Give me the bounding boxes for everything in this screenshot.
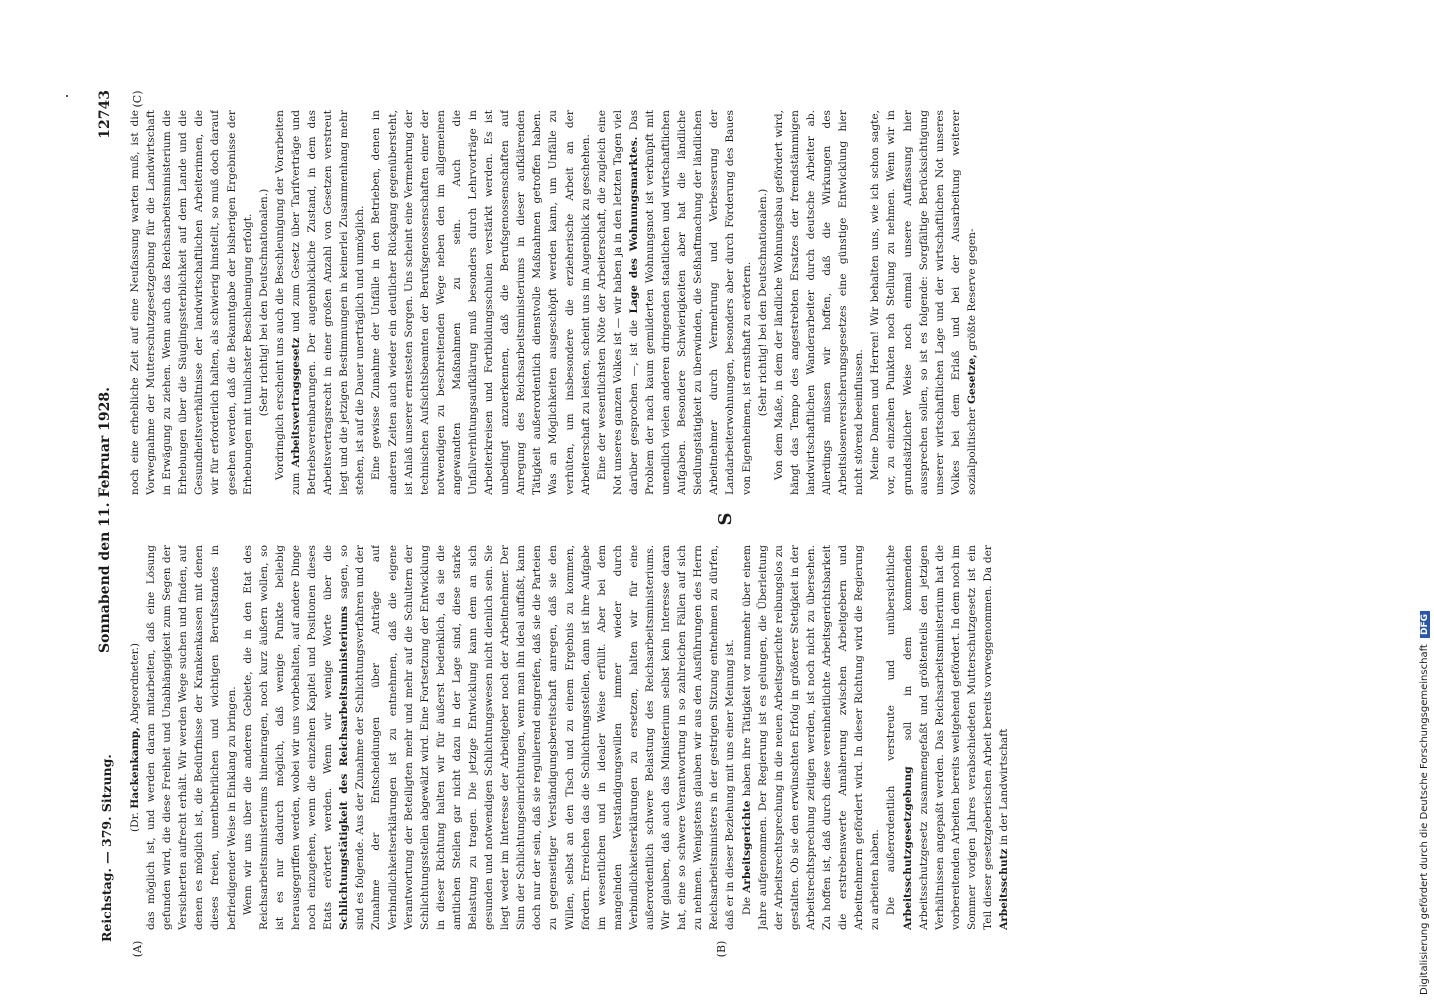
- digitization-credit: [1419, 5, 1434, 995]
- paragraph: [867, 110, 980, 495]
- text-run: und zum Gesetz über Tarifverträge und Betriebsvereinbarungen. Der augenblickliche Zustand, in dem das Arbeitsvertragsrecht in einer großen Anzahl von Gesetzen verstreut liegt und die jetzigen Bestimmungen in keinerlei Zusammenhang mehr stehen, ist auf die Dauer unerträglich und unmöglich.: [289, 110, 367, 495]
- paragraph: [883, 545, 1012, 930]
- margin-marker-b: (B): [715, 940, 728, 958]
- text-run: Wenn wir uns über die anderen Gebiete, die in den Etat des Reichsarbeitsministeriums hineinragen, noch kurz äußern wollen, so ist es nur dadurch möglich, daß wenige Punkte beliebig herausgegriffen werden, wobei wir uns vorbehalten, auf andere Dinge noch einzugehen, wenn die einzelnen Kapitel und Positionen dieses Etats erörtert werden. Wenn wir wenige Worte über die: [241, 545, 335, 930]
- margin-marker-c: (C): [131, 90, 144, 108]
- interjection: (Sehr richtig! bei den Deutschnationalen.): [756, 188, 769, 417]
- text-run: sagen, so sind es folgende. Aus der Zunahme der Schlichtungsverfahren und der Zunahme der Entscheidungen über Anträge auf Verbindlichkeitserklärungen ist zu entnehmen, daß die eigene Verantwortung der Beteiligten mehr und mehr auf die Schultern der Schlichtungsstellen abgewälzt wird. Eine Fortsetzung der Entwicklung in dieser Richtung halten wir für äußerst bedenklich, da sie die amtlichen Stellen gar nicht dazu in der Lage sind, diese starke Belastung zu tragen. Die jetzige Entwicklung kann dem an sich gesunden und notwendigen Schlichtungswesen nicht dienlich sein. Sie liegt weder im Interesse der Arbeitgeber noch der Arbeitnehmer. Der Sinn der Schlichtungseinrichtungen, wenn man ihn ideal auffaßt, kann doch nur der sein, daß sie regulierend eingreifen, daß sie die Parteien zu gegenseitiger Verständigungsbereitschaft anregen, daß sie den Willen, selbst an den Tisch und zu einem Ergebnis zu kommen, fördern. Erreichen das die Schlichtungsstellen, dann ist ihre Aufgabe im wesentlichen und in idealer Weise erfüllt. Aber bei dem mangelnden Verständigungswillen immer wieder durch Verbindlichkeitserklärungen zu ersetzen, halten wir für eine außerordentlich schwere Belastung des Reichsarbeitsministeriums. Wir glauben, daß auch das Ministerium selbst kein Interesse daran hat, eine so schwere Verantwortung in so zahlreichen Fällen auf sich zu nehmen. Wenigstens glauben wir aus den Ausführungen des Herrn Reichsarbeitsministers in der gestrigen Sitzung entnehmen zu dürfen, daß er in dieser Beziehung mit uns einer Meinung ist.: [338, 545, 737, 930]
- paragraph: Eine gewisse Zunahme der Unfälle in den Betrieben, denen in anderen Zeiten auch wieder ein deutlicher Rückgang gegenübersteht, ist Anlaß unserer ernstesten Sorgen. Uns scheint eine Vermehrung der technischen Aufsichtsbeamten der Berufsgenossenschaften einer der notwendigen zu beschreitenden Wege neben den im allgemeinen angewandten Maßnahmen zu sein. Auch die Unfallverhütungsaufklärung muß besonders durch Lehrvorträge in Arbeiterkreisen und Fortbildungsschulen verstärkt werden. Es ist unbedingt anzuerkennen, daß die Berufsgenossenschaften auf Anregung des Reichsarbeitsministeriums in dieser aufklärenden Tätigkeit außerordentlich dienstvolle Maßnahmen getroffen haben. Was an Möglichkeiten ausgeschöpft werden kann, um Unfälle zu verhüten, um insbesondere die erzieherische Arbeit an der Arbeiterschaft zu leisten, scheint uns im Augenblick zu geschehen.: [370, 110, 592, 495]
- margin-marker-a: (A): [131, 940, 144, 958]
- text-run: Vordringlich erscheint uns auch die Beschleunigung der Vorarbeiten zum: [273, 110, 302, 495]
- text-run: haben ihre Tätigkeit vor nunmehr über einem Jahre aufgenommen. Der Regierung ist es gelungen, die Überleitung der Arbeitsrechtsprechung in die neuen Arbeitsgerichte reibungslos zu gestalten. Ob sie den erwünschten Erfolg in größerer Stetigkeit in der Arbeitsrechtsprechung zeitigen werden, ist noch nicht zu übersehen. Zu hoffen ist, daß durch diese vereinheitlichte Arbeitsgerichtsbarkeit die erstrebenswerte Annäherung zwischen Arbeitgebern und Arbeitnehmern gefördert wird. In dieser Richtung wird die Regierung zu arbeiten haben.: [740, 545, 882, 930]
- speaker-role: Abgeordneter.): [129, 643, 141, 724]
- paragraph: [240, 545, 739, 930]
- margin-marker-s: S: [715, 512, 736, 526]
- page-number: 12743: [97, 90, 113, 139]
- speaker-line: [127, 545, 143, 930]
- speaker-open: (Dr.: [129, 812, 141, 833]
- bold-term: Arbeitsvertragsgesetz: [289, 337, 302, 468]
- rotated-document-page: [95, 90, 1310, 958]
- text-run: soll in dem kommenden Arbeitsschutzgesetz zusammengefaßt und größtenteils den jetzigen Verhältnissen angepaßt werden. Das Reichsarbeitsministerium hat die vorbereitenden Arbeiten bereits weitgehend gefördert. In dem noch im Sommer vorigen Jahres verabschiedeten Mutterschutzgesetz ist ein Teil dieser gesetzgeberischen Arbeit bereits vorweggenommen. Da der: [901, 545, 994, 930]
- text-run: Eine der wesentlichsten Nöte der Arbeiterschaft, die zugleich eine Not unseres ganzen Volkes ist — wir haben ja in den letzten Tagen viel darüber gesprochen —, ist die: [595, 110, 640, 495]
- speaker-name: Hackenkamp,: [129, 727, 141, 809]
- interjection: (Sehr richtig! bei den Deutschnationalen.): [257, 188, 270, 417]
- header-date: Sonnabend den 11. Februar 1928.: [97, 387, 113, 653]
- bold-term: Gesetze,: [965, 354, 978, 405]
- text-run: größte Reserve gegen-: [965, 228, 978, 351]
- text-run: Das Problem der nach kaum gemilderten Wohnungsnot ist verknüpft mit unendlich vielen anderen dringenden staatlichen und wirtschaftlichen Aufgaben. Besondere Schwierigkeiten aber hat die ländliche Siedlungstätigkeit zu überwinden, die Seßhaftmachung der ländlichen Arbeitnehmer durch Vermehrung und Verbesserung der Landarbeiterwohnungen, besonders aber durch Förderung des Baues von Eigenheimen, ist ernsthaft zu erörtern.: [627, 110, 753, 495]
- bold-term: Lage des Wohnungsmarktes.: [627, 136, 640, 314]
- scan-speck: [66, 95, 68, 97]
- right-column: [127, 110, 1307, 495]
- text-run: Die außerordentlich verstreute und unübersichtliche: [885, 545, 898, 916]
- paragraph: [739, 545, 884, 930]
- paragraph: noch eine erhebliche Zeit auf eine Neufassung warten muß, ist die Vorwegnahme der Mutterschutzgesetzgebung für die Landwirtschaft in Erwägung zu ziehen. Wenn auch das Reichsarbeitsministerium die Erhebungen über die Säuglingssterblichkeit auf dem Lande und die Gesundheitsverhältnisse der landwirtschaftlichen Arbeiterinnen, die wir für erforderlich halten, als schwierig hinstellt, so muß doch darauf gesehen werden, daß die Bekanntgabe der bisherigen Ergebnisse der Erhebungen mit tunlichster Beschleunigung erfolgt.: [129, 110, 254, 495]
- paragraph: [272, 110, 369, 495]
- bold-term: Schlichtungstätigkeit des Reichsarbeitsministeriums: [338, 606, 351, 930]
- dfg-logo: DFG: [1420, 611, 1430, 638]
- bold-term: Arbeitsschutz: [998, 848, 1011, 930]
- page-header: [95, 90, 123, 950]
- paragraph: Von dem Maße, in dem der ländliche Wohnungsbau gefördert wird, hängt das Tempo des angestrebten Ersatzes der fremdstämmigen landwirtschaftlichen Wanderarbeiter durch deutsche Arbeiter ab. Allerdings müssen wir hoffen, daß die Wirkungen des Arbeitslosenversicherungsgesetzes eine günstige Entwicklung hier nicht störend beeinflussen.: [772, 110, 866, 495]
- bold-term: Arbeitsgerichte: [740, 800, 753, 893]
- header-left: Reichstag. — 379. Sitzung.: [99, 754, 114, 942]
- text-run: Die: [740, 897, 753, 916]
- paragraph: das möglich ist, und werden daran mitarbeiten, daß eine Lösung gefunden wird, die diese Freiheit und Unabhängigkeit zum Segen der Versicherten aufrecht erhält. Wir werden Wege suchen und finden, auf denen es möglich ist, die Bedürfnisse der Krankenkassen mit denen dieses freien, unentbehrlichen und wichtigen Berufsstandes in befriedigender Weise in Einklang zu bringen.: [145, 545, 238, 930]
- bold-term: Arbeitsschutzgesetzgebung: [901, 766, 914, 930]
- left-column: [127, 545, 1307, 930]
- text-run: Meine Damen und Herren! Wir behalten uns, wie ich schon sagte, vor, zu einzelnen Punkten noch Stellung zu nehmen. Wenn wir in grundsätzlicher Weise noch einmal unsere Auffassung hier aussprechen sollen, so ist es folgende: Sorgfältige Berücksichtigung unserer wirtschaftlichen Lage und der wirtschaftlichen Not unseres Volkes bei dem Erlaß und bei der Ausarbeitung weiterer sozialpolitischer: [869, 110, 978, 495]
- credit-text: Digitalisierung gefördert durch die Deutsche Forschungsgemeinschaft: [1419, 644, 1430, 995]
- paragraph: [594, 110, 755, 495]
- text-run: in der Landwirtschaft: [998, 728, 1011, 846]
